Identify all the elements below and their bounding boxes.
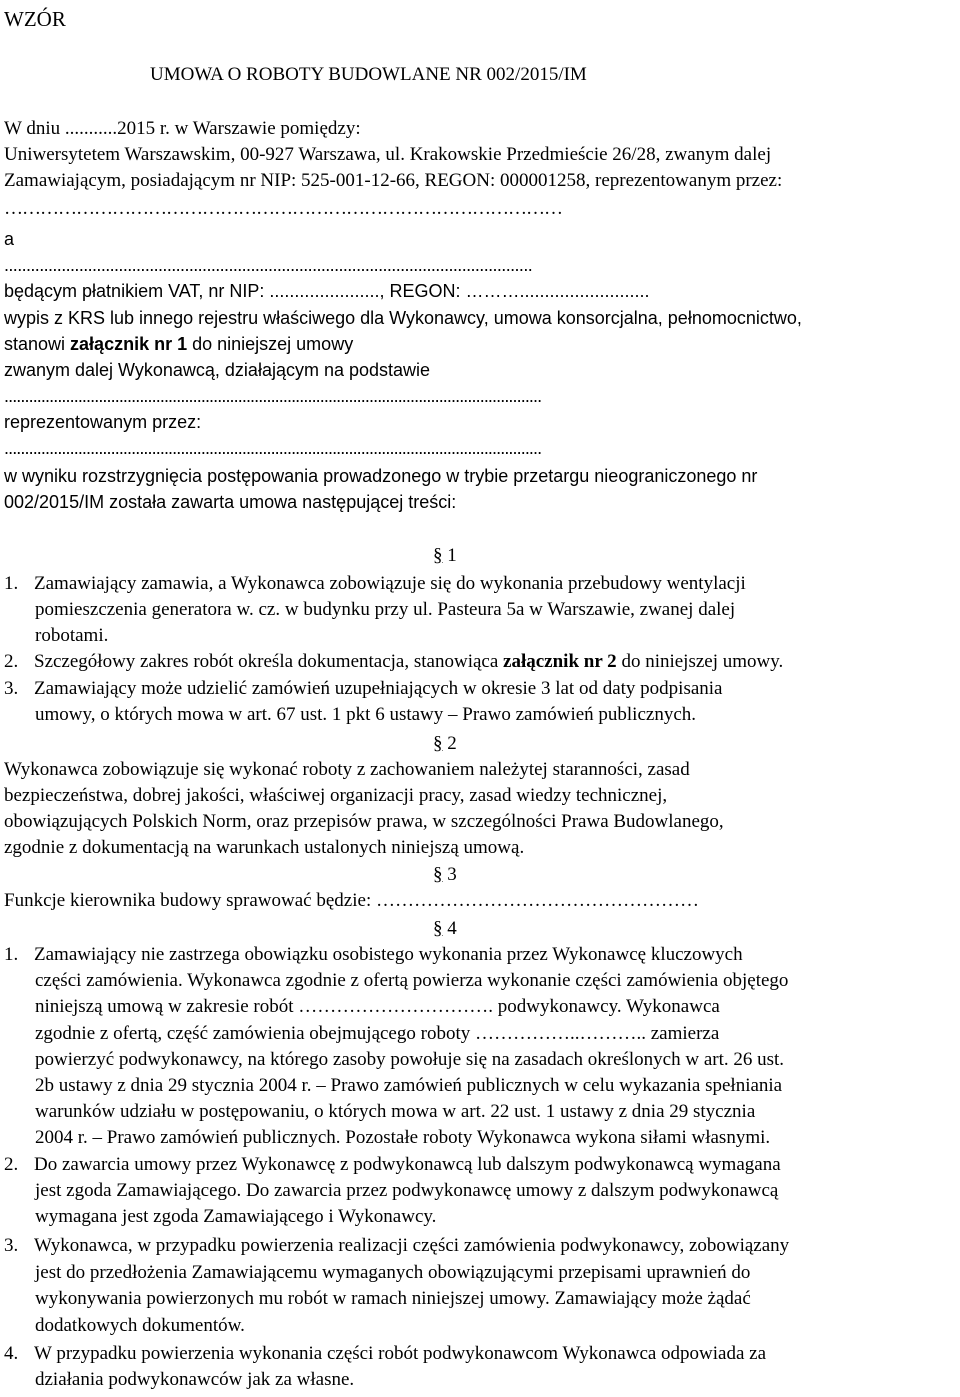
intro-line-tender: w wyniku rozstrzygnięcia postępowania prowadzonego w trybie przetargu nieograniczonego nr — [4, 466, 758, 486]
item-number: 1. — [4, 944, 19, 965]
s4-item-3-line-3: wykonywania powierzonych mu robót w ramach niniejszej umowy. Zamawiający może żądać — [35, 1288, 751, 1309]
s2-line-2: bezpieczeństwa, dobrej jakości, właściwej organizacji pracy, zasad wiedzy technicznej, — [4, 785, 668, 806]
intro-line-and: a — [4, 229, 15, 249]
intro-line-represented-by: reprezentowanym przez: — [4, 412, 202, 432]
section-symbol: § — [433, 918, 443, 939]
section-symbol: § — [433, 733, 443, 754]
text-segment: Zamawiający zamawia, a Wykonawca zobowiązuje się do wykonania przebudowy wentylacji — [34, 573, 746, 594]
s4-item-2-line-1 — [4, 1152, 781, 1178]
s4-item-1-line-5: powierzyć podwykonawcy, na którego zasoby powołuje się na zasadach określonych w art. 26 ust. — [35, 1049, 785, 1070]
text-segment: Szczegółowy zakres robót określa dokumentacja, stanowiąca — [34, 651, 504, 672]
intro-line-contractor-blank: ........................................................................................................................ — [4, 255, 533, 275]
intro-line-representative-blank: ………………………………………………………………………………… — [4, 198, 562, 219]
item-number: 2. — [4, 651, 19, 672]
s2-line-3: obowiązujących Polskich Norm, oraz przepisów prawa, w szczególności Prawa Budowlanego, — [4, 811, 724, 832]
s4-item-2-line-2: jest zgoda Zamawiającego. Do zawarcia przez podwykonawcę umowy z dalszym podwykonawcą — [35, 1180, 779, 1201]
s4-item-1-line-6: 2b ustawy z dnia 29 stycznia 2004 r. – Prawo zamówień publicznych w celu wykazania spełniania — [35, 1075, 783, 1096]
intro-line-vat: będącym płatnikiem VAT, nr NIP: ......................, REGON: ……….......................... — [4, 281, 650, 301]
s4-item-3-line-4: dodatkowych dokumentów. — [35, 1315, 245, 1336]
section-heading-2 — [433, 731, 457, 757]
intro-line-university: Uniwersytetem Warszawskim, 00-927 Warszawa, ul. Krakowskie Przedmieście 26/28, zwanym dalej — [4, 144, 772, 165]
s4-item-1-line-1 — [4, 942, 743, 968]
s4-item-1-line-8: 2004 r. – Prawo zamówień publicznych. Pozostałe roboty Wykonawca wykona siłami własnymi. — [35, 1127, 771, 1148]
section-number: 2 — [447, 733, 457, 754]
s4-item-3-line-1 — [4, 1233, 789, 1259]
attachment-2-ref: załącznik nr 2 — [503, 651, 617, 672]
item-number: 3. — [4, 678, 19, 699]
item-number: 1. — [4, 573, 19, 594]
section-symbol: § — [433, 864, 443, 885]
text-segment: Zamawiający nie zastrzega obowiązku osobistego wykonania przez Wykonawcę kluczowych — [34, 944, 743, 965]
s4-item-4-line-2: działania podwykonawców jak za własne. — [35, 1369, 355, 1390]
intro-line-ordering-party: Zamawiającym, posiadającym nr NIP: 525-001-12-66, REGON: 000001258, reprezentowanym przez: — [4, 170, 783, 191]
text-segment: do niniejszej umowy. — [616, 651, 784, 672]
section-heading-4 — [433, 916, 457, 942]
s2-line-1: Wykonawca zobowiązuje się wykonać roboty z zachowaniem należytej staranności, zasad — [4, 759, 690, 780]
s4-item-4-line-1 — [4, 1341, 766, 1367]
section-heading-3 — [433, 862, 457, 888]
intro-line-contractor-basis: zwanym dalej Wykonawcą, działającym na podstawie — [4, 360, 431, 380]
s3-line-1: Funkcje kierownika budowy sprawować będzie: …………………………………………… — [4, 890, 699, 911]
s4-item-1-line-2: części zamówienia. Wykonawca zgodnie z ofertą powierza wykonanie części zamówienia objętego — [35, 970, 789, 991]
s1-item-2-line-1 — [4, 649, 783, 675]
s4-item-1-line-4: zgodnie z ofertą, część zamówienia obejmującego roboty ……………..……….. zamierza — [35, 1023, 720, 1044]
text-segment: W przypadku powierzenia wykonania części robót podwykonawcom Wykonawca odpowiada za — [34, 1343, 767, 1364]
attachment-1-ref: załącznik nr 1 — [70, 334, 188, 354]
s1-item-3-line-2: umowy, o których mowa w art. 67 ust. 1 pkt 6 ustawy – Prawo zamówień publicznych. — [35, 704, 697, 725]
section-number: 1 — [447, 545, 457, 566]
item-number: 3. — [4, 1235, 19, 1256]
section-symbol: § — [433, 545, 443, 566]
text-segment: do niniejszej umowy — [187, 334, 354, 354]
section-number: 4 — [447, 918, 457, 939]
intro-line-represented-blank: ................................................................................................................................... — [4, 438, 542, 458]
intro-line-date: W dniu ...........2015 r. w Warszawie pomiędzy: — [4, 118, 361, 139]
template-label: WZÓR — [4, 7, 66, 31]
text-segment: Do zawarcia umowy przez Wykonawcę z podwykonawcą lub dalszym podwykonawcą wymagana — [34, 1154, 781, 1175]
s1-item-1-line-2: pomieszczenia generatora w. cz. w budynku przy ul. Pasteura 5a w Warszawie, zwanej dalej — [35, 599, 736, 620]
section-number: 3 — [447, 864, 457, 885]
s4-item-2-line-3: wymagana jest zgoda Zamawiającego i Wykonawcy. — [35, 1206, 437, 1227]
s4-item-1-line-3: niniejszą umową w zakresie robót …………………………. podwykonawcy. Wykonawca — [35, 996, 720, 1017]
s1-item-3-line-1 — [4, 676, 722, 702]
s1-item-1-line-3: robotami. — [35, 625, 109, 646]
s4-item-1-line-7: warunków udziału w postępowaniu, o których mowa w art. 22 ust. 1 ustawy z dnia 29 stycznia — [35, 1101, 756, 1122]
intro-line-krs: wypis z KRS lub innego rejestru właściwego dla Wykonawcy, umowa konsorcjalna, pełnomocnictwo, — [4, 308, 802, 328]
intro-line-concluded: 002/2015/IM została zawarta umowa następującej treści: — [4, 492, 457, 512]
section-heading-1 — [433, 543, 457, 569]
item-number: 4. — [4, 1343, 19, 1364]
s4-item-3-line-2: jest do przedłożenia Zamawiającemu wymaganych obowiązującymi przepisami uprawnień do — [35, 1262, 751, 1283]
contract-title: UMOWA O ROBOTY BUDOWLANE NR 002/2015/IM — [150, 64, 587, 85]
text-segment: Wykonawca, w przypadku powierzenia realizacji części zamówienia podwykonawcy, zobowiązany — [34, 1235, 790, 1256]
text-segment: stanowi — [4, 334, 71, 354]
text-segment: Zamawiający może udzielić zamówień uzupełniających w okresie 3 lat od daty podpisania — [34, 678, 723, 699]
s2-line-4: zgodnie z dokumentacją na warunkach ustalonych niniejszą umową. — [4, 837, 525, 858]
intro-line-basis-blank: ................................................................................................................................... — [4, 386, 542, 406]
s1-item-1-line-1 — [4, 571, 746, 597]
intro-line-attachment-1 — [4, 331, 353, 357]
item-number: 2. — [4, 1154, 19, 1175]
